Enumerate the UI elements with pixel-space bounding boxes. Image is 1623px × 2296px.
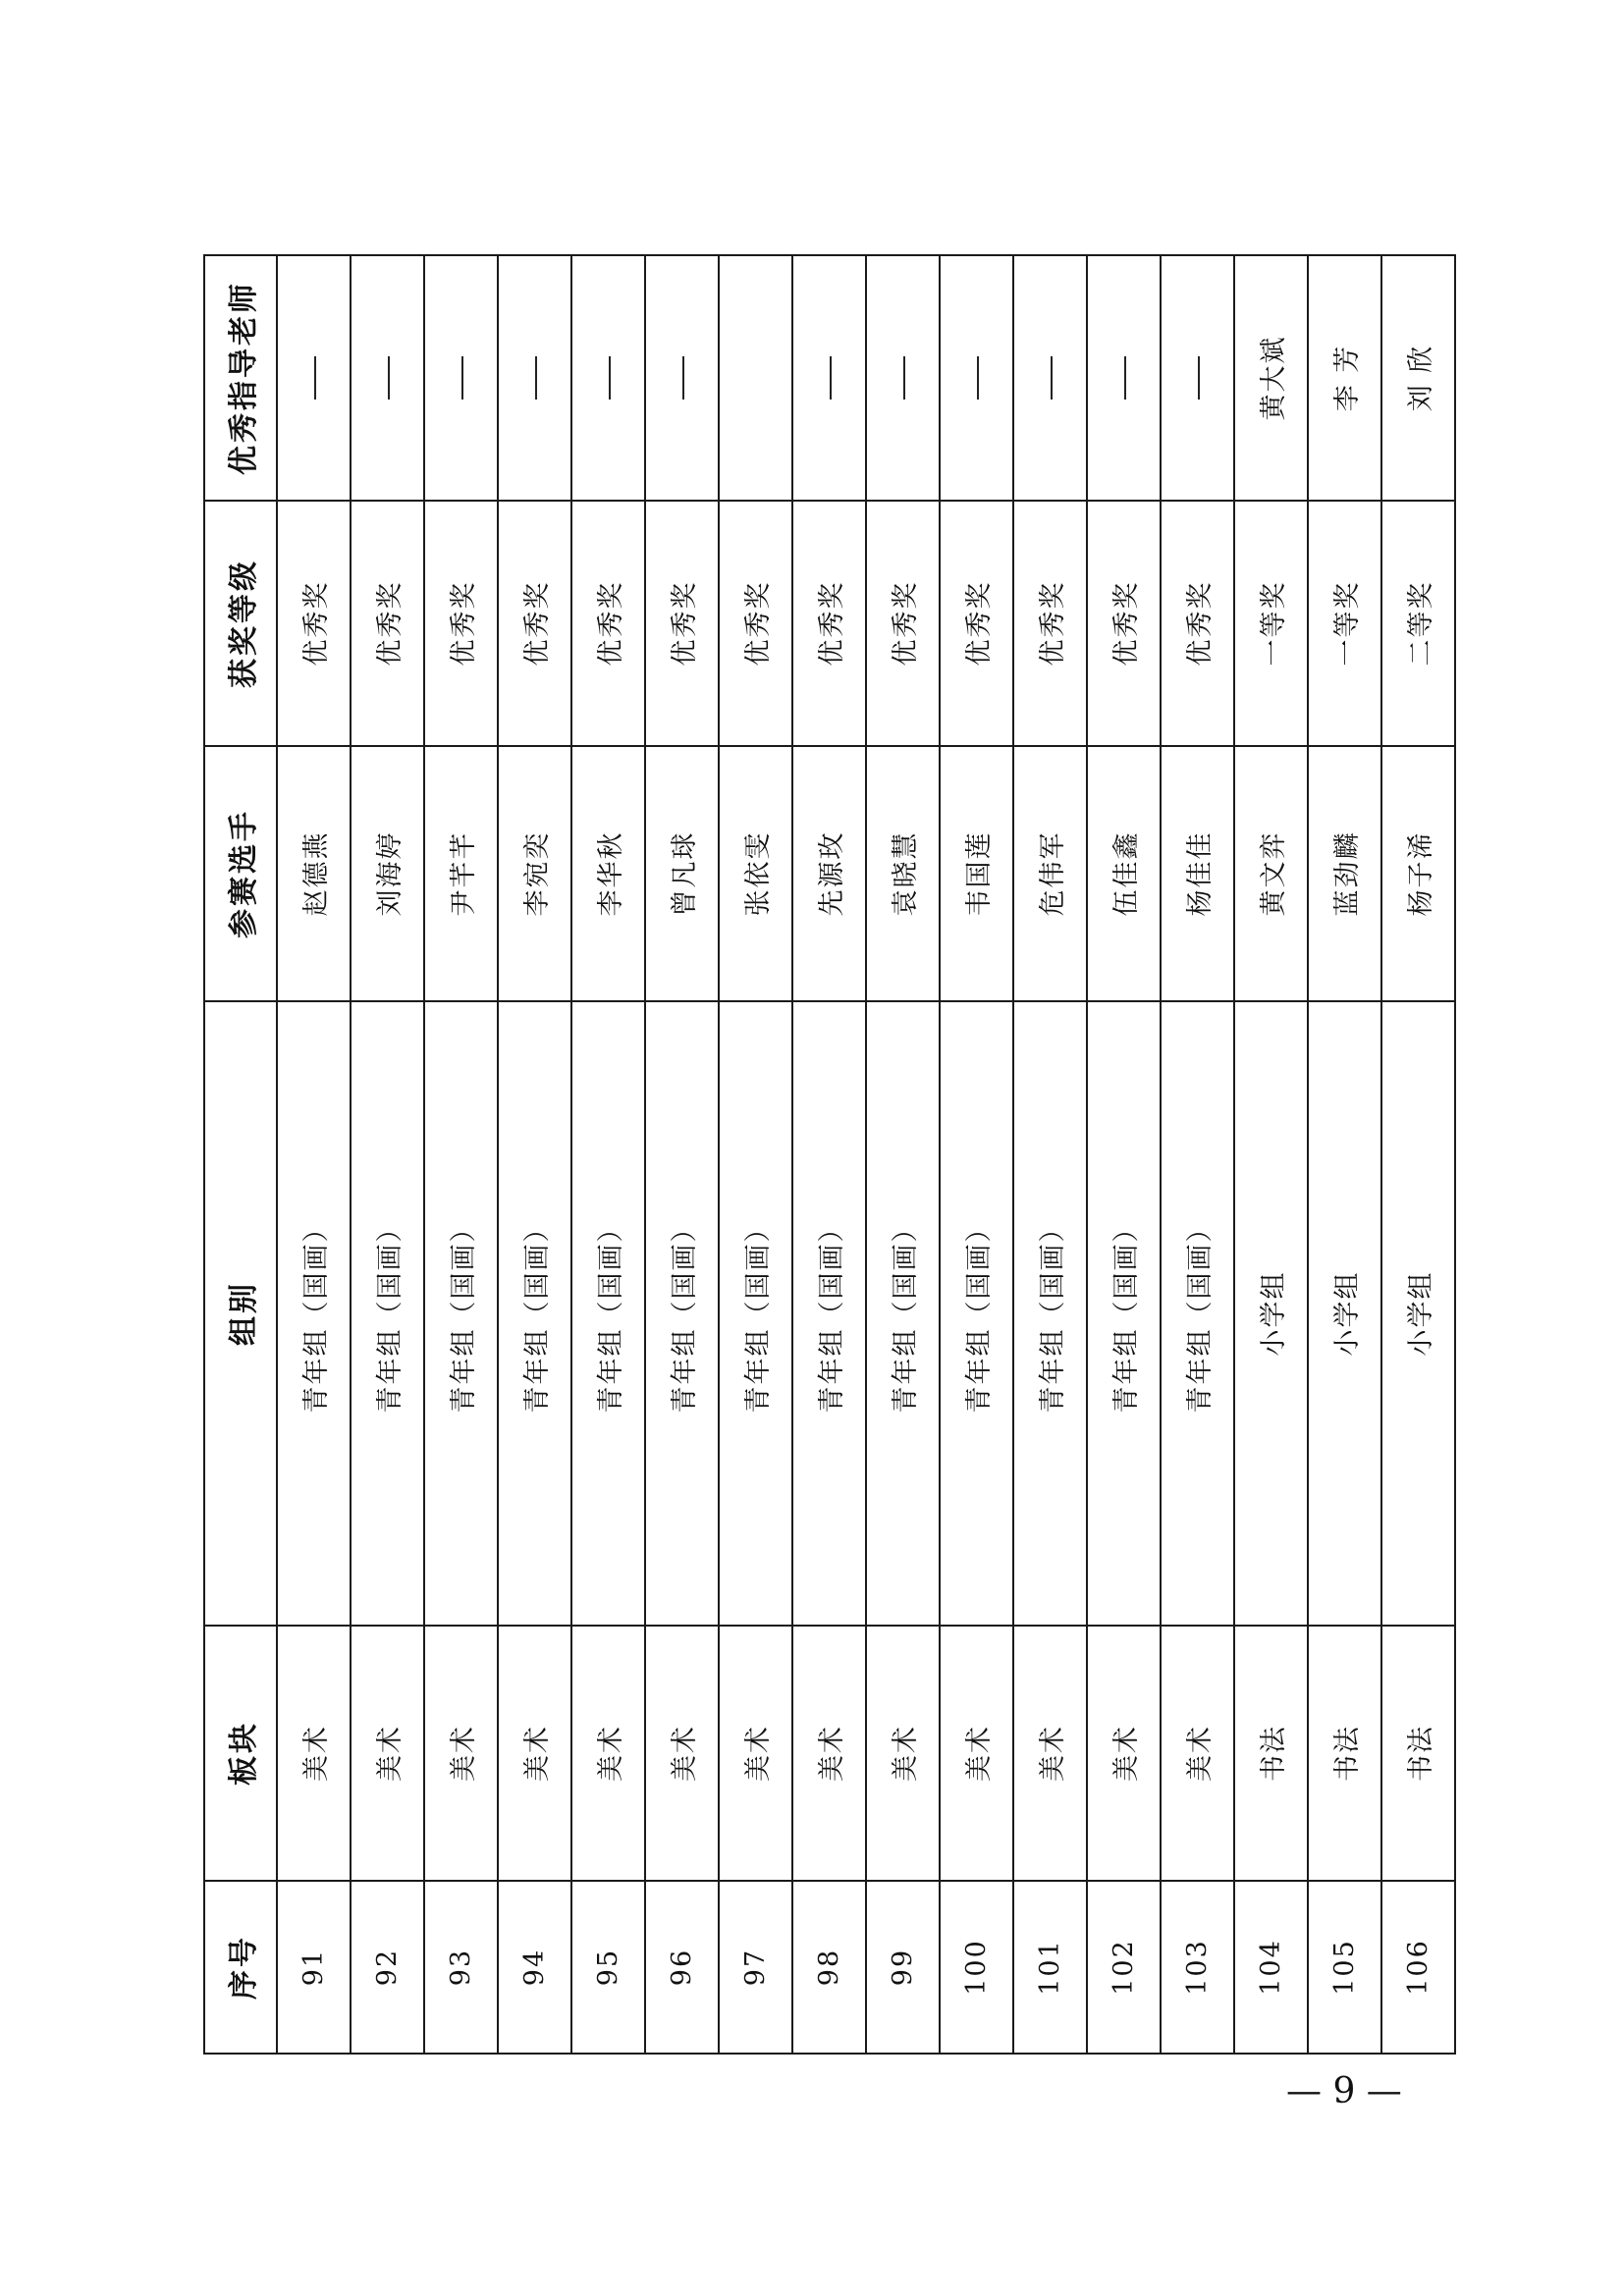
cell-seq: 94 — [498, 1881, 571, 2054]
cell-section: 美术 — [351, 1626, 424, 1881]
cell-seq: 98 — [792, 1881, 866, 2054]
header-group: 组别 — [204, 1001, 277, 1626]
cell-seq: 106 — [1381, 1881, 1455, 2054]
dash-placeholder — [903, 356, 905, 400]
cell-section: 美术 — [498, 1626, 571, 1881]
dash-placeholder — [1051, 356, 1053, 400]
cell-contestant: 李宛奕 — [498, 746, 571, 1001]
cell-award: 一等奖 — [1234, 501, 1308, 746]
cell-group: 小学组 — [1234, 1001, 1308, 1626]
cell-award: 优秀奖 — [792, 501, 866, 746]
cell-contestant: 杨佳佳 — [1161, 746, 1234, 1001]
cell-teacher — [498, 255, 571, 501]
cell-contestant: 先源玫 — [792, 746, 866, 1001]
cell-group: 青年组（国画） — [1161, 1001, 1234, 1626]
cell-group: 青年组（国画） — [571, 1001, 645, 1626]
cell-teacher — [866, 255, 940, 501]
cell-teacher — [1161, 255, 1234, 501]
cell-section: 美术 — [645, 1626, 719, 1881]
cell-section: 美术 — [1087, 1626, 1161, 1881]
table-row — [1234, 255, 1308, 2054]
cell-teacher: 黄大斌 — [1234, 255, 1308, 501]
cell-group: 青年组（国画） — [1087, 1001, 1161, 1626]
header-seq: 序号 — [204, 1881, 277, 2054]
cell-contestant: 伍佳鑫 — [1087, 746, 1161, 1001]
cell-seq: 103 — [1161, 1881, 1234, 2054]
cell-contestant: 曾凡球 — [645, 746, 719, 1001]
cell-seq: 99 — [866, 1881, 940, 2054]
cell-group: 青年组（国画） — [719, 1001, 792, 1626]
cell-section: 美术 — [866, 1626, 940, 1881]
table-row — [1308, 255, 1381, 2054]
cell-section: 美术 — [1161, 1626, 1234, 1881]
cell-contestant: 韦国莲 — [940, 746, 1013, 1001]
cell-seq: 93 — [424, 1881, 498, 2054]
cell-group: 青年组（国画） — [866, 1001, 940, 1626]
cell-group: 青年组（国画） — [940, 1001, 1013, 1626]
cell-teacher — [424, 255, 498, 501]
cell-section: 书法 — [1234, 1626, 1308, 1881]
cell-section: 书法 — [1308, 1626, 1381, 1881]
cell-group: 青年组（国画） — [498, 1001, 571, 1626]
cell-award: 优秀奖 — [866, 501, 940, 746]
cell-teacher — [792, 255, 866, 501]
cell-contestant: 刘海婷 — [351, 746, 424, 1001]
table-row — [940, 255, 1013, 2054]
cell-section: 美术 — [940, 1626, 1013, 1881]
cell-group: 青年组（国画） — [792, 1001, 866, 1626]
cell-teacher — [277, 255, 351, 501]
cell-group: 小学组 — [1308, 1001, 1381, 1626]
cell-award: 优秀奖 — [940, 501, 1013, 746]
cell-award: 一等奖 — [1308, 501, 1381, 746]
cell-seq: 92 — [351, 1881, 424, 2054]
cell-award: 优秀奖 — [277, 501, 351, 746]
cell-seq: 95 — [571, 1881, 645, 2054]
cell-award: 优秀奖 — [351, 501, 424, 746]
header-row — [204, 255, 277, 2054]
cell-seq: 101 — [1013, 1881, 1087, 2054]
cell-seq: 100 — [940, 1881, 1013, 2054]
cell-seq: 104 — [1234, 1881, 1308, 2054]
cell-contestant: 黄文弈 — [1234, 746, 1308, 1001]
cell-contestant: 赵德燕 — [277, 746, 351, 1001]
cell-teacher — [719, 255, 792, 501]
dash-placeholder — [682, 356, 684, 400]
cell-seq: 91 — [277, 1881, 351, 2054]
cell-group: 青年组（国画） — [277, 1001, 351, 1626]
cell-award: 优秀奖 — [424, 501, 498, 746]
cell-section: 书法 — [1381, 1626, 1455, 1881]
cell-teacher — [1013, 255, 1087, 501]
cell-section: 美术 — [277, 1626, 351, 1881]
cell-contestant: 危伟军 — [1013, 746, 1087, 1001]
cell-section: 美术 — [792, 1626, 866, 1881]
cell-teacher — [940, 255, 1013, 501]
cell-seq: 96 — [645, 1881, 719, 2054]
cell-award: 优秀奖 — [498, 501, 571, 746]
dash-placeholder — [830, 356, 832, 400]
table-row — [1087, 255, 1161, 2054]
cell-seq: 97 — [719, 1881, 792, 2054]
cell-teacher — [351, 255, 424, 501]
cell-teacher: 李 芳 — [1308, 255, 1381, 501]
cell-section: 美术 — [1013, 1626, 1087, 1881]
awards-table — [203, 254, 1456, 2055]
dash-placeholder — [609, 356, 611, 400]
cell-group: 青年组（国画） — [1013, 1001, 1087, 1626]
cell-award: 优秀奖 — [645, 501, 719, 746]
cell-teacher — [571, 255, 645, 501]
header-teacher: 优秀指导老师 — [204, 255, 277, 501]
cell-contestant: 尹芊芊 — [424, 746, 498, 1001]
table-row — [792, 255, 866, 2054]
table-row — [498, 255, 571, 2054]
table-row — [1013, 255, 1087, 2054]
cell-group: 青年组（国画） — [351, 1001, 424, 1626]
cell-award: 优秀奖 — [571, 501, 645, 746]
rotated-table-wrapper — [203, 256, 1436, 2055]
cell-award: 优秀奖 — [1013, 501, 1087, 746]
table-row — [277, 255, 351, 2054]
table-row — [1381, 255, 1455, 2054]
table-row — [645, 255, 719, 2054]
cell-award: 优秀奖 — [719, 501, 792, 746]
cell-award: 优秀奖 — [1087, 501, 1161, 746]
table-row — [1161, 255, 1234, 2054]
cell-group: 青年组（国画） — [645, 1001, 719, 1626]
cell-teacher — [645, 255, 719, 501]
cell-contestant: 李华秋 — [571, 746, 645, 1001]
cell-section: 美术 — [719, 1626, 792, 1881]
cell-contestant: 蓝劲麟 — [1308, 746, 1381, 1001]
cell-group: 青年组（国画） — [424, 1001, 498, 1626]
cell-section: 美术 — [571, 1626, 645, 1881]
dash-placeholder — [314, 356, 316, 400]
dash-placeholder — [461, 356, 463, 400]
cell-seq: 105 — [1308, 1881, 1381, 2054]
cell-contestant: 袁晓慧 — [866, 746, 940, 1001]
dash-placeholder — [1124, 356, 1126, 400]
cell-teacher: 刘 欣 — [1381, 255, 1455, 501]
header-award: 获奖等级 — [204, 501, 277, 746]
dash-placeholder — [535, 356, 537, 400]
table-row — [351, 255, 424, 2054]
dash-placeholder — [977, 356, 979, 400]
header-contestant: 参赛选手 — [204, 746, 277, 1001]
header-section: 板块 — [204, 1626, 277, 1881]
cell-contestant: 杨子浠 — [1381, 746, 1455, 1001]
table-row — [866, 255, 940, 2054]
dash-placeholder — [388, 356, 390, 400]
cell-award: 二等奖 — [1381, 501, 1455, 746]
cell-contestant: 张依雯 — [719, 746, 792, 1001]
cell-section: 美术 — [424, 1626, 498, 1881]
table-row — [571, 255, 645, 2054]
cell-teacher — [1087, 255, 1161, 501]
cell-seq: 102 — [1087, 1881, 1161, 2054]
table-row — [424, 255, 498, 2054]
table-row — [719, 255, 792, 2054]
page-number: — 9 — — [1286, 2071, 1402, 2111]
cell-award: 优秀奖 — [1161, 501, 1234, 746]
dash-placeholder — [1198, 356, 1200, 400]
cell-group: 小学组 — [1381, 1001, 1455, 1626]
